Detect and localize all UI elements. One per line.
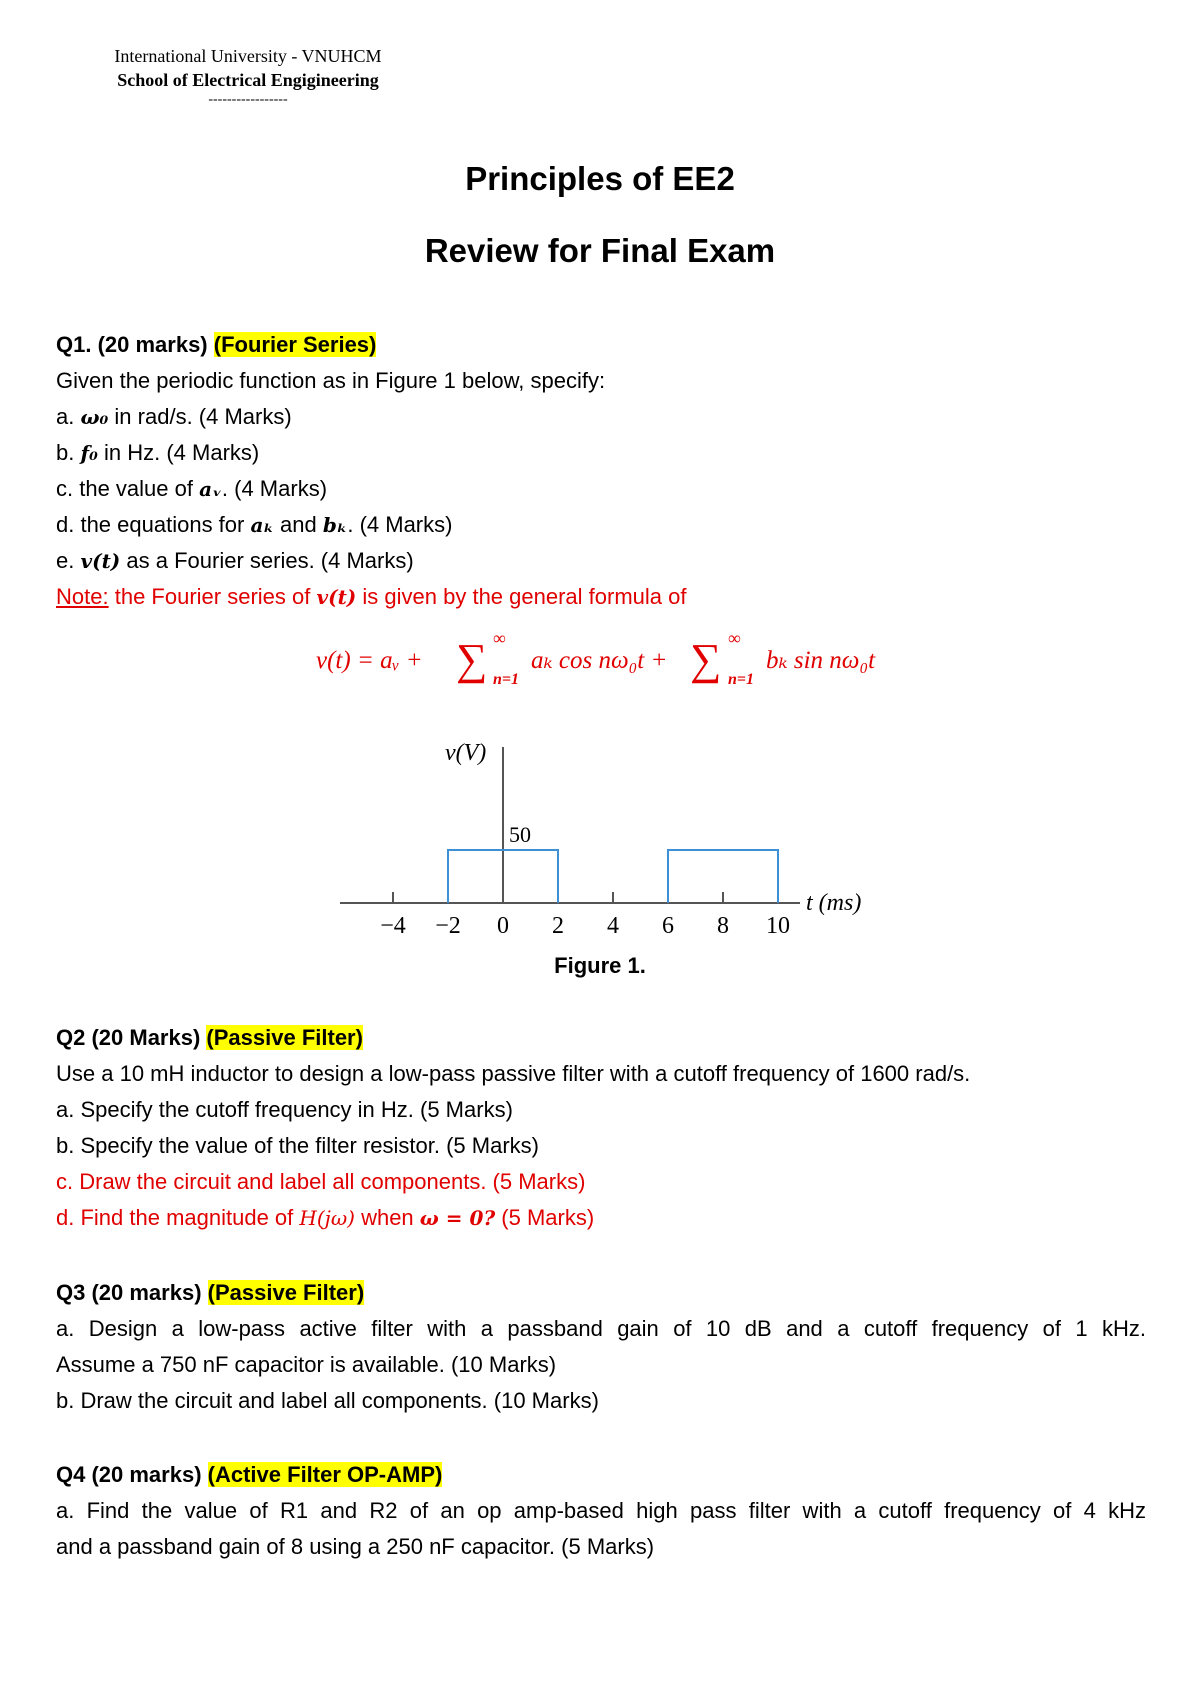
q1-c-symbol: aᵥ [199, 477, 222, 501]
q4-part-a-line-1: a. Find the value of R1 and R2 of an op amp-based high pass filter with a cutoff frequency of 4 kHz [56, 1498, 1146, 1523]
q1-part-e [56, 546, 414, 576]
q2-head: Q2 (20 Marks) [56, 1025, 201, 1050]
formula-lhs: v(t) = aᵥ + [316, 647, 423, 674]
note-label: Note: [56, 584, 109, 609]
q4-heading [56, 1460, 442, 1490]
q3-head: Q3 (20 marks) [56, 1280, 202, 1305]
formula-lower-1: n=1 [493, 671, 520, 688]
q1-d-and: and [280, 512, 317, 537]
q3-heading [56, 1278, 364, 1308]
q1-c-text: . (4 Marks) [221, 476, 328, 501]
x-tick-label: 6 [662, 913, 674, 939]
q1-a-symbol: ω₀ [80, 405, 109, 429]
q1-c-prefix: c. the value of [56, 476, 193, 501]
school-name: School of Electrical Engigineering [117, 70, 379, 90]
x-tick-label: 8 [717, 913, 729, 939]
q2-d-when: when [361, 1205, 414, 1230]
university-name: International University - VNUHCM [114, 46, 382, 66]
q2-heading [56, 1023, 363, 1053]
formula-term-2: bₖ sin nω₀t [766, 647, 876, 674]
q1-e-text: as a Fourier series. (4 Marks) [126, 548, 414, 573]
q1-part-d [56, 510, 452, 540]
x-tick-label: 0 [497, 913, 509, 939]
formula-lower-2: n=1 [728, 671, 755, 688]
q4-head: Q4 (20 marks) [56, 1462, 202, 1487]
q1-d-symbol-b: bₖ [322, 513, 348, 537]
q4-part-a-line-2: and a passband gain of 8 using a 250 nF capacitor. (5 Marks) [56, 1534, 655, 1559]
q1-d-text: . (4 Marks) [347, 512, 453, 537]
q2-d-text: (5 Marks) [501, 1205, 595, 1230]
q3-part-b: b. Draw the circuit and label all components. (10 Marks) [56, 1388, 599, 1413]
q2-d-symbol: H(jω) [299, 1206, 355, 1230]
q2-part-d [56, 1203, 594, 1233]
q1-b-prefix: b. [56, 440, 75, 465]
q2-part-b: b. Specify the value of the filter resistor. (5 Marks) [56, 1133, 539, 1158]
pulse-level-label: 50 [509, 822, 531, 847]
formula-sum-2: ∑ [690, 635, 722, 684]
q1-part-a [56, 402, 292, 432]
q4-tag: (Active Filter OP-AMP) [207, 1462, 443, 1487]
q1-part-b [56, 438, 259, 468]
note-symbol: v(t) [316, 585, 357, 609]
q2-d-condition: ω = 0? [419, 1206, 496, 1230]
formula-upper-1: ∞ [493, 628, 506, 648]
q3-part-a-line-2: Assume a 750 nF capacitor is available. (10 Marks) [56, 1352, 557, 1377]
q2-intro: Use a 10 mH inductor to design a low-pass passive filter with a cutoff frequency of 1600 rad/s. [56, 1061, 971, 1086]
q1-note [56, 582, 686, 612]
page-title: Principles of EE2 [465, 160, 735, 197]
q3-part-a-line-1: a. Design a low-pass active filter with a passband gain of 10 dB and a cutoff frequency of 1 kHz. [56, 1316, 1146, 1341]
q2-d-prefix: d. Find the magnitude of [56, 1205, 294, 1230]
q1-a-prefix: a. [56, 404, 75, 429]
q1-heading [56, 330, 376, 360]
q1-b-symbol: f₀ [80, 441, 98, 465]
tick-group [380, 892, 790, 939]
note-text-2: is given by the general formula of [362, 584, 687, 609]
x-axis-label: t (ms) [806, 890, 862, 916]
q1-d-symbol-a: aₖ [250, 513, 274, 537]
q1-d-prefix: d. the equations for [56, 512, 245, 537]
x-tick-label: −4 [380, 913, 406, 939]
formula-sum-1: ∑ [456, 635, 488, 684]
header-rule: ----------------- [208, 92, 288, 107]
q1-part-c [56, 474, 327, 504]
x-tick-label: 4 [607, 913, 619, 939]
q1-tag: (Fourier Series) [213, 332, 377, 357]
q2-tag: (Passive Filter) [206, 1025, 363, 1050]
q1-e-symbol: v(t) [80, 549, 121, 573]
q1-a-text: in rad/s. (4 Marks) [114, 404, 292, 429]
note-text-1: the Fourier series of [114, 584, 311, 609]
q2-part-a: a. Specify the cutoff frequency in Hz. (5 Marks) [56, 1097, 513, 1122]
x-tick-label: 2 [552, 913, 564, 939]
page-subtitle: Review for Final Exam [424, 232, 776, 269]
q2-part-c: c. Draw the circuit and label all components. (5 Marks) [56, 1169, 586, 1194]
q3-tag: (Passive Filter) [207, 1280, 365, 1305]
formula-term-1: aₖ cos nω₀t + [531, 647, 668, 674]
figure-caption: Figure 1. [554, 953, 646, 978]
fourier-formula [0, 622, 1200, 692]
q1-intro: Given the periodic function as in Figure 1 below, specify: [56, 368, 606, 393]
formula-upper-2: ∞ [728, 628, 741, 648]
q1-head: Q1. (20 marks) [56, 332, 208, 357]
y-axis-label: v(V) [445, 740, 487, 766]
q1-e-prefix: e. [56, 548, 75, 573]
q1-b-text: in Hz. (4 Marks) [103, 440, 260, 465]
figure-1-chart [0, 730, 1200, 970]
x-tick-label: 10 [766, 913, 790, 939]
x-tick-label: −2 [435, 913, 461, 939]
